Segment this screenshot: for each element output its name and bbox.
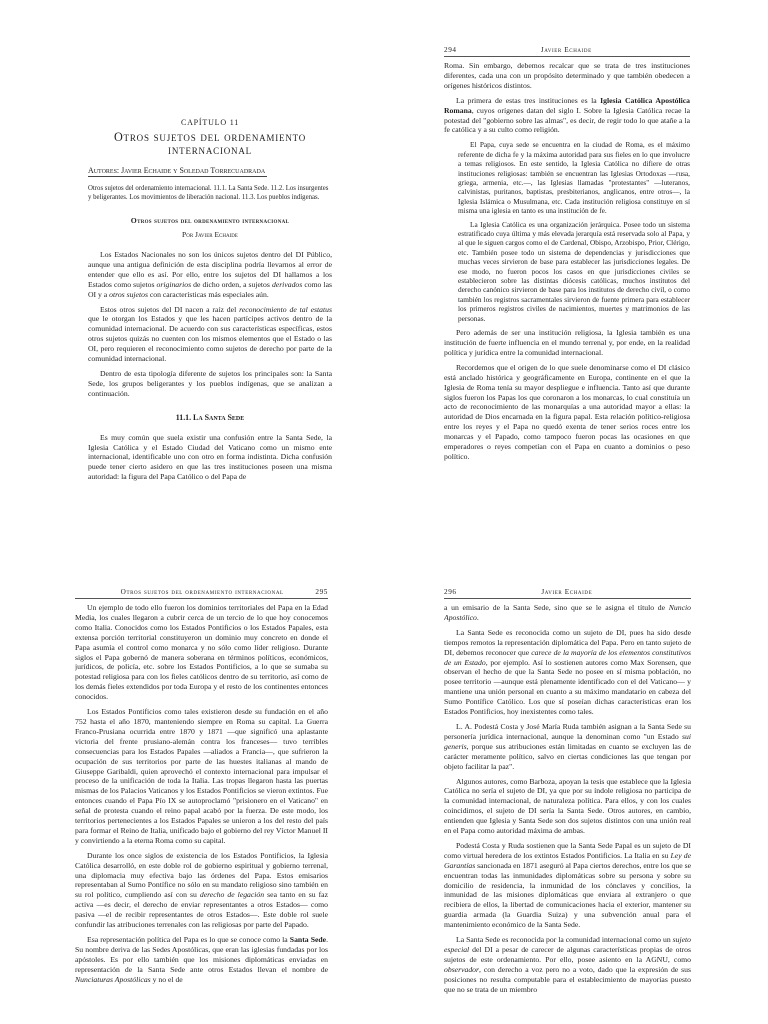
paragraph: Durante los once siglos de existencia de los Estados Pontificios, la Iglesia Católica desarrolló, en este doble rol de gobierno espiritual y gobierno terrenal, una diplomacia muy efectiva bajo las órdenes del Papa. Estos emisarios representaban al Sumo Pontífice no sólo en su mandato religioso sino también en su rol político, cumpliendo así con su derecho de legación sea tanto en su faz activa —es decir, el derecho de enviar representantes a otros Estados— como pasiva —el de recibir representantes de otros Estados—. Este doble rol suele confundir las atribuciones terrenales con las religiosas por parte del Papado. xyxy=(75,850,328,930)
running-header xyxy=(75,588,328,599)
paragraph: Recordemos que el origen de lo que suele denominarse como el DI clásico está anclado histórica y geográficamente en Europa, continente en el que la Iglesia de Roma tenía su mayor despliegue e influencia. Tanto así que durante siglos fueron los Papas los que coronaron a los monarcas, lo cual constituía un acto de reconocimiento de las monarquías a una autoridad mayor a ellas: la autoridad de Dios encarnada en la figura papal. Esta relación político-religiosa entre los reyes y el Papa no quedó exenta de tener serios roces entre los monarcas y el Papado, como tampoco fueron pocas las ocasiones en que emperadores o reyes competían con el Papa en cuanto a dominios o peso político. xyxy=(444,362,690,461)
running-head-text: Otros sujetos del ordenamiento internacional xyxy=(120,588,284,596)
chapter-title: Otros sujetos del ordenamiento internacional xyxy=(113,130,307,157)
page-chapter-opening xyxy=(88,0,332,500)
chapter-label: CAPÍTULO 11 xyxy=(180,118,240,127)
paragraph: Es muy común que suela existir una confusión entre la Santa Sede, la Iglesia Católica y el Estado Ciudad del Vaticano como un mismo ente internacional, identificable uno con otro en forma indistinta. Dicha confusión puede tener cierto asidero en que las tres instituciones poseen una misma autoridad: la figura del Papa Católico o del Papa de xyxy=(88,432,332,482)
paragraph: La Santa Sede es reconocida por la comunidad internacional como un sujeto especial del DI a pesar de carecer de algunas características propias de otros sujetos de este ordenamiento. Por ello, posee asiento en la AGNU, como observador, con derecho a voz pero no a voto, dado que la expresión de sus posiciones no resulta computable para el establecimiento de mayorías puesto que no se trata de un miembro xyxy=(444,935,691,994)
page-number: 296 xyxy=(444,588,457,596)
paragraph: Un ejemplo de todo ello fueron los dominios territoriales del Papa en la Edad Media, los cuales llegaron a cubrir cerca de un tercio de lo que hoy conocemos como Italia. Conocidos como los Estados Pontificios o los Estados Papales, esta extensa porción territorial constituyeron un dominio muy concreto en donde el Papa asumía el control como monarca y no sólo como líder religioso. Durante siglos el Papa gobernó de manera soberana en términos políticos, económicos, jurídicos, de policía, etc. sobre los Estados Pontificios, a lo que se sumaba su potestad religiosa para con los fieles católicos dentro de su territorio, así como de los demás fieles extendidos por toda Europa y el resto de los continentes entonces conocidos. xyxy=(75,603,328,702)
section-heading: Otros sujetos del ordenamiento internacional xyxy=(130,216,290,226)
paragraph: Los Estados Pontificios como tales existieron desde su fundación en el año 752 hasta el año 1870, manteniendo siempre en Roma su capital. La Guerra Franco-Prusiana ocurrida entre 1870 y 1871 —que significó una aplastante victoria del frente prusiano-alemán contra los franceses— tuvo terribles consecuencias para los Estados Papales —aliados a Francia—, que sufrieron la ocupación de sus territorios por parte de las huestes italianas al mando de Giuseppe Garibaldi, quien aprovechó el contexto internacional para impulsar el proceso de la unificación de toda la Italia. Las tropas llegaron hasta las puertas mismas de los Palacios Vaticanos y los Estados Pontificios se vieron extintos. Fue entonces cuando el Papa Pío IX se autoproclamó "prisionero en el Vaticano" en señal de protesta cuando el reino papal acabó por la fuerza. De este modo, los territorios pertenecientes a los Estados Papales se unieron a los del resto del país para formar el Reino de Italia, unificado bajo el gobierno del rey Víctor Manuel II y convirtiendo a la eterna Roma como su capital. xyxy=(75,707,328,845)
paragraph: Estos otros sujetos del DI nacen a raíz del reconocimiento de tal estatus que le otorgan los Estados y que les hacen partícipes activos dentro de la comunidad internacional. De acuerdo con sus características específicas, estos otros sujetos quizás no cuenten con los mismos elementos que el Estado o las OI, pero requieren el reconocimiento como sujetos de derecho por parte de la comunidad internacional. xyxy=(88,304,332,364)
paragraph: Pero además de ser una institución religiosa, la Iglesia también es una institución de fuerte influencia en el mundo terrenal y, por ende, en la realidad política y jurídica entre la comunidad internacional. xyxy=(444,328,690,357)
paragraph: Los Estados Nacionales no son los únicos sujetos dentro del DI Público, aunque una antigua definición de esta disciplina podría llevarnos al error de entender que ello es así. Por ello, entre los sujetos del DI hallamos a los Estados como sujetos originarios de dicho orden, a sujetos derivados como las OI y a otros sujetos con características más especiales aún. xyxy=(88,250,332,299)
page-295 xyxy=(75,588,328,1024)
page-296 xyxy=(444,588,691,1024)
quote-paragraph: El Papa, cuya sede se encuentra en la ciudad de Roma, es el máximo referente de dicha fe y la máxima autoridad para sus fieles en lo que involucre a temas religiosos. En este sentido, la Iglesia Católica no difiere de otras instituciones religiosas: también se encuentran las Iglesias Ortodoxas —rusa, griega, armenia, etc.—, las Iglesias llamadas "protestantes" —luteranos, calvinistas, puritanos, baptistas, presbiterianos, anglicanos, entre otros—, la Iglesia Islámica o Musulmana, etc. Cada institución religiosa constituye en sí misma una iglesia en tanto es una institución de fe. xyxy=(458,140,690,216)
running-head-text: Javier Echaide xyxy=(540,46,592,54)
paragraph: a un emisario de la Santa Sede, sino que se le asigna el título de Nuncio Apostólico. xyxy=(444,603,691,622)
paragraph: Esa representación política del Papa es lo que se conoce como la Santa Sede. Su nombre deriva de las Sedes Apostólicas, que eran las iglesias fundadas por los apóstoles. Es por ello también que los misiones diplomáticas enviadas en representación de la Santa Sede ante otros Estados llevan el nombre de Nunciaturas Apostólicas y no el de xyxy=(75,935,328,984)
block-quote xyxy=(458,140,690,323)
paragraph: Podestá Costa y Ruda sostienen que la Santa Sede Papal es un sujeto de DI como virtual heredera de los extintos Estados Pontificios. La Italia en su Ley de Garantías sancionada en 1871 aseguró al Papa ciertos derechos, entre los que se encuentran todas las inmunidades diplomáticas sobre su persona y sobre su domicilio de residencia, la inmunidad de los cónclaves y concilios, la inmunidad de las misiones diplomáticas que enviara al extranjero o que recibiera de ellos, la libertad de comunicaciones hacia el exterior, mantener su guardia armada (la Guardia Suiza) y una subvención anual para el mantenimiento económico de la Santa Sede. xyxy=(444,840,691,930)
paragraph: Roma. Sin embargo, debemos recalcar que se trata de tres instituciones diferentes, cada una con un propósito determinado y que también obedecen a orígenes históricos distintos. xyxy=(444,61,690,90)
paragraph: La primera de estas tres instituciones es la Iglesia Católica Apostólica Romana, cuyos orígenes datan del siglo I. Sobre la Iglesia Católica recae la potestad del "gobierno sobre las almas", es decir, de regir todo lo que atañe a la fe católica y a su culto como religión. xyxy=(444,95,690,135)
chapter-authors: Autores: Javier Echaide y Soledad Torrecuadrada xyxy=(88,166,266,175)
section-byline: Por Javier Echaide xyxy=(182,230,238,240)
chapter-summary: Otros sujetos del ordenamiento internacional. 11.1. La Santa Sede. 11.2. Los insurgentes y beligerantes. Los movimientos de liberación nacional. 11.3. Los pueblos indígenas. xyxy=(88,185,329,201)
paragraph: La Santa Sede es reconocida como un sujeto de DI, pues ha sido desde tiempos remotos la representación diplomática del Papa. Pero en tanto sujeto de DI, debemos reconocer que carece de la mayoría de los elementos constitutivos de un Estado, por ejemplo. Así lo sostienen autores como Max Sorensen, que observan el hecho de que la Santa Sede no posee en sí misma población, no posee territorio —aunque está plenamente identificado con el del Vaticano— y mantiene una unión personal en cuanto a su máximo mandatario en cabeza del Sumo Pontífice Católico. Los que sí poseían dichas características eran los Estados Pontificios, hoy inexistentes como tales. xyxy=(444,627,691,717)
paragraph: L. A. Podestá Costa y José María Ruda también asignan a la Santa Sede su personería jurídica internacional, aunque la denominan como "un Estado sui generis, porque sus atribuciones están limitadas en cuanto se excluyen las de carácter meramente político, salvo en ciertas condiciones las que tengan por objeto facilitar la paz". xyxy=(444,721,691,771)
running-head-text: Javier Echaide xyxy=(541,588,593,596)
paragraph: Algunos autores, como Barboza, apoyan la tesis que establece que la Iglesia Católica no sería el sujeto de DI, ya que por su índole religiosa no participa de la comunidad internacional, de naturaleza política. Para ellos, y con los cuales coincidimos, el sujeto de DI sería la Santa Sede. Otros autores, en cambio, entienden que Iglesia y Santa Sede son dos sujetos distintos con una unión real en el Papa como autoridad máxima de ambas. xyxy=(444,776,691,836)
running-header xyxy=(444,588,691,599)
page-294 xyxy=(444,46,690,486)
running-header xyxy=(444,46,690,57)
quote-paragraph: La Iglesia Católica es una organización jerárquica. Posee todo un sistema estratificado cuya última y más elevada jerarquía está reservada solo al Papa, y al que le siguen cargos como el de Cardenal, Obispo, Arzobispo, Prior, Clérigo, etc. También posee todo un sistema de dependencias y jurisdicciones que muchas veces sirvieron de base para establecer las jurisdicciones legales. De ese modo, no fueron pocos los casos en que jurisdicciones civiles se establecieron sobre las distintas diócesis católicas, muchos institutos del derecho canónico sirvieron de base para los institutos de derecho civil, o como también los registros sacramentales sirvieron de fuente primera para establecer los primeros registros civiles de nacimientos, muertes y matrimonios de las personas. xyxy=(458,219,690,323)
paragraph: Dentro de esta tipología diferente de sujetos los principales son: la Santa Sede, los grupos beligerantes y los pueblos indígenas, que se analizan a continuación. xyxy=(88,368,332,398)
page-number: 295 xyxy=(315,588,328,596)
page-number: 294 xyxy=(444,46,457,54)
subsection-heading: 11.1. La Santa Sede xyxy=(175,412,245,422)
